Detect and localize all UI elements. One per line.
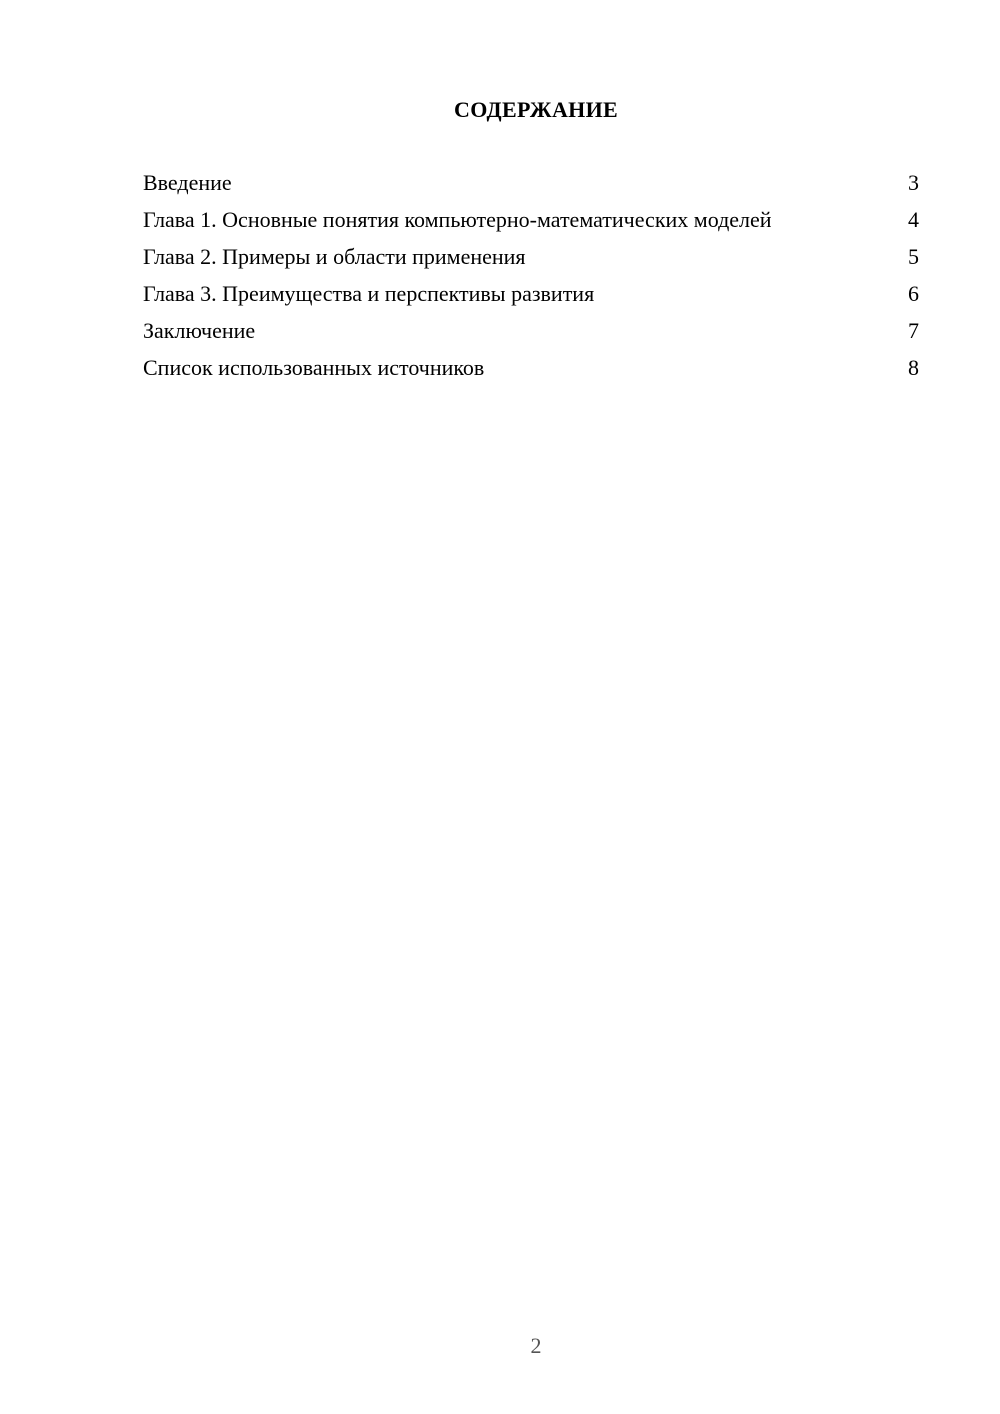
- toc-entry-label: Глава 2. Примеры и области применения: [143, 244, 526, 269]
- toc-entry-label: Глава 1. Основные понятия компьютерно-математических моделей: [143, 207, 772, 232]
- toc-entry-chapter-1[interactable]: [143, 207, 919, 233]
- toc-entry-label: Заключение: [143, 318, 256, 343]
- table-of-contents: [143, 170, 919, 392]
- toc-entry-chapter-2[interactable]: [143, 244, 919, 270]
- toc-entry-label: Глава 3. Преимущества и перспективы развития: [143, 281, 595, 306]
- toc-entry-page: 3: [908, 170, 919, 195]
- toc-entry-references[interactable]: [143, 355, 919, 381]
- toc-entry-page: 6: [908, 281, 919, 306]
- toc-title: СОДЕРЖАНИЕ: [454, 97, 618, 122]
- toc-entry-page: 5: [908, 244, 919, 269]
- toc-entry-page: 7: [908, 318, 919, 343]
- page-number: 2: [530, 1333, 542, 1358]
- toc-entry-chapter-3[interactable]: [143, 281, 919, 307]
- toc-entry-page: 8: [908, 355, 919, 380]
- toc-entry-conclusion[interactable]: [143, 318, 919, 344]
- toc-entry-page: 4: [908, 207, 919, 232]
- toc-entry-introduction[interactable]: [143, 170, 919, 196]
- toc-entry-label: Введение: [143, 170, 232, 195]
- toc-entry-label: Список использованных источников: [143, 355, 485, 380]
